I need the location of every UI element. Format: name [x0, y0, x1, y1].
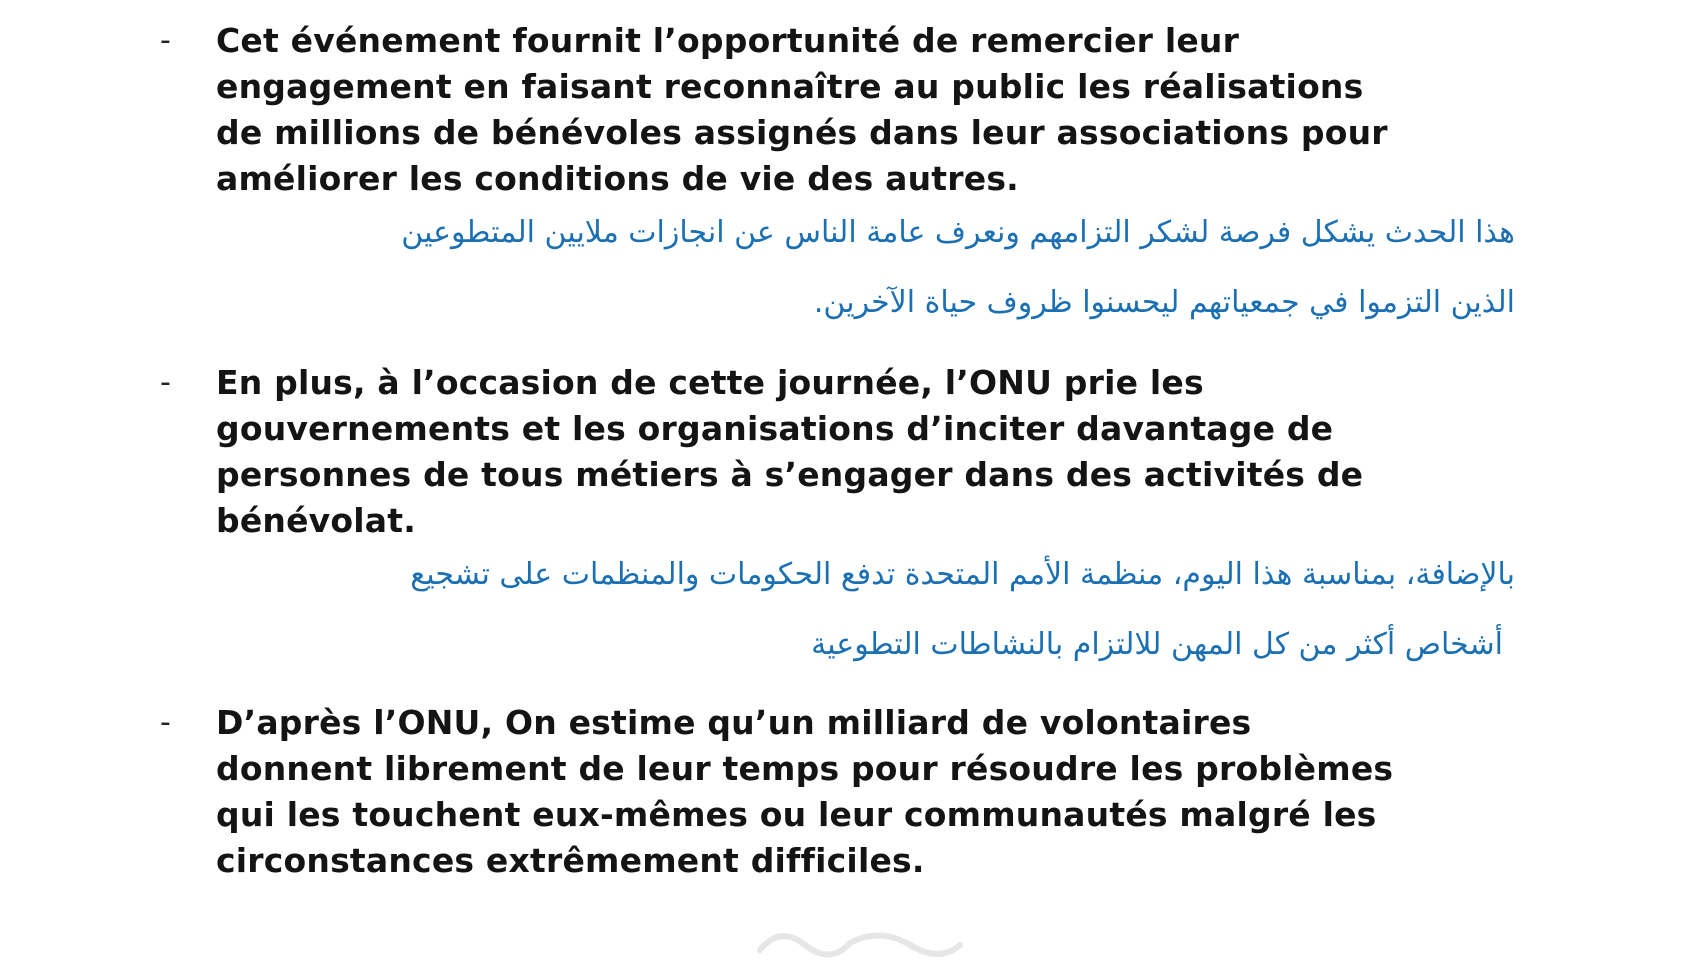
french-paragraph-3 — [216, 700, 1486, 884]
arabic-line: الذين التزموا في جمعياتهم ليحسنوا ظروف حياة الآخرين. — [813, 285, 1515, 320]
text-line: circonstances extrêmement difficiles. — [216, 841, 925, 880]
bullet-dash: - — [160, 23, 171, 58]
text-line: qui les touchent eux-mêmes ou leur communautés malgré les — [216, 795, 1377, 834]
text-line: engagement en faisant reconnaître au public les réalisations — [216, 67, 1364, 106]
text-line: améliorer les conditions de vie des autres. — [216, 159, 1019, 198]
bullet-item-1 — [150, 18, 1500, 202]
arabic-line: هذا الحدث يشكل فرصة لشكر التزامهم ونعرف عامة الناس عن انجازات ملايين المتطوعين — [401, 215, 1515, 250]
bullet-item-3 — [150, 700, 1500, 884]
french-paragraph-2 — [216, 360, 1486, 544]
text-line: bénévolat. — [216, 501, 416, 540]
text-line: de millions de bénévoles assignés dans leur associations pour — [216, 113, 1388, 152]
bullet-dash: - — [160, 365, 171, 400]
arabic-line: أشخاص أكثر من كل المهن للالتزام بالنشاطات التطوعية — [811, 627, 1503, 662]
text-line: personnes de tous métiers à s’engager dans des activités de — [216, 455, 1364, 494]
arabic-line: بالإضافة، بمناسبة هذا اليوم، منظمة الأمم المتحدة تدفع الحكومات والمنظمات على تشجيع — [410, 557, 1515, 592]
text-line: gouvernements et les organisations d’inciter davantage de — [216, 409, 1334, 448]
bullet-dash: - — [160, 705, 171, 740]
french-paragraph-1 — [216, 18, 1486, 202]
text-line: En plus, à l’occasion de cette journée, l’ONU prie les — [216, 363, 1204, 402]
arabic-paragraph-1 — [225, 210, 1515, 326]
text-line: Cet événement fournit l’opportunité de remercier leur — [216, 21, 1240, 60]
arabic-paragraph-2 — [225, 552, 1515, 668]
text-line: D’après l’ONU, On estime qu’un milliard de volontaires — [216, 703, 1252, 742]
bullet-item-2 — [150, 360, 1500, 544]
text-line: donnent librement de leur temps pour résoudre les problèmes — [216, 749, 1394, 788]
watermark-logo — [750, 915, 970, 965]
